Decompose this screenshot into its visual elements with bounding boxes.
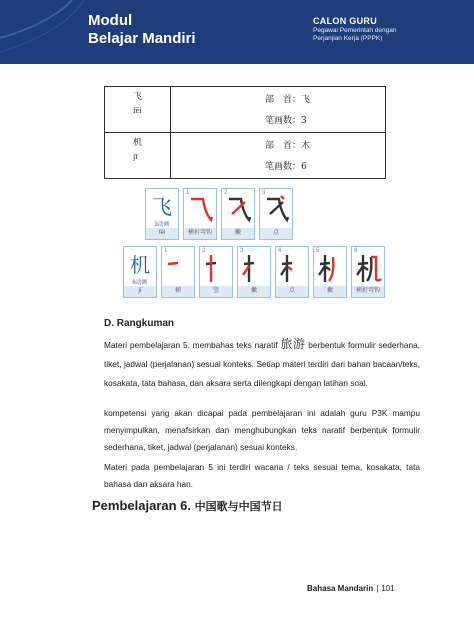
- dict-row: [105, 87, 386, 133]
- stroke-step-tile: [237, 246, 271, 298]
- stroke-step-label: 撇: [314, 286, 346, 297]
- stroke-step-label: 撇: [222, 228, 254, 239]
- stroke-step-number: 6: [354, 248, 358, 254]
- page-footer: [307, 584, 395, 593]
- stroke-summary-char: 机: [130, 253, 150, 277]
- org-subtitle-2: Perjanjian Kerja (PPPK): [313, 35, 383, 42]
- stroke-summary-pinyin: jī: [124, 286, 156, 297]
- stroke-step-label: 点: [260, 228, 292, 239]
- stroke-step-number: 5: [316, 248, 320, 254]
- org-subtitle-1: Pegawai Pemerintah dengan: [313, 27, 397, 34]
- stroke-step-glyph: [353, 248, 383, 286]
- stroke-step-label: 点: [276, 286, 308, 297]
- page-header: [0, 0, 474, 64]
- stroke-summary-tile[interactable]: [123, 246, 157, 298]
- page-number: 101: [381, 584, 395, 593]
- dict-hanzi: 机: [133, 138, 143, 148]
- next-lesson-heading: Pembelajaran 6. 中国歌与中国节日: [92, 498, 283, 513]
- stroke-step-number: 4: [278, 248, 282, 254]
- section-heading: D. Rangkuman: [104, 318, 175, 329]
- dict-radical: 部 首：飞: [265, 95, 311, 105]
- stroke-summary-count: 3动画: [154, 222, 170, 228]
- dict-info-cell: [171, 87, 386, 133]
- stroke-step-number: 3: [240, 248, 244, 254]
- org-title: CALON GURU: [313, 16, 377, 26]
- inline-hanzi: 旅游: [280, 337, 306, 351]
- header-swoosh-decoration: [0, 0, 474, 64]
- stroke-step-label: 横折弯钩: [184, 228, 216, 239]
- dict-row: [105, 133, 386, 179]
- module-title: [88, 12, 196, 48]
- dict-hanzi: 飞: [133, 92, 143, 102]
- stroke-step-tile: [161, 246, 195, 298]
- stroke-step-label: 横折弯钩: [352, 286, 384, 297]
- stroke-step-glyph: [223, 190, 253, 228]
- dict-hanzi-cell: [105, 133, 171, 179]
- stroke-step-number: 3: [262, 190, 266, 196]
- stroke-step-tile: [183, 188, 217, 240]
- stroke-step-tile: [221, 188, 255, 240]
- dict-info-cell: [171, 133, 386, 179]
- stroke-step-label: 竖: [200, 286, 232, 297]
- summary-paragraph-2: kompetensi yang akan dicapai pada pembelajaran ini adalah guru P3K mampu menyimpulkan, menafsirkan dan menghubungkan teks naratif berbentuk formulir sederhana, tiket, jadwal (perjalanan) sesuai konteks.: [104, 408, 420, 452]
- stroke-step-glyph: [163, 248, 193, 286]
- footer-separator: |: [376, 584, 379, 593]
- dict-hanzi-cell: [105, 87, 171, 133]
- stroke-step-glyph: [201, 248, 231, 286]
- stroke-step-tile: [313, 246, 347, 298]
- stroke-summary-count: 6动画: [132, 280, 148, 286]
- dict-pinyin: fēi: [133, 106, 142, 115]
- stroke-step-number: 2: [202, 248, 206, 254]
- dict-stroke-count: 笔画数：6: [265, 162, 307, 172]
- next-lesson-hanzi: 中国歌与中国节日: [194, 500, 283, 513]
- stroke-step-glyph: [277, 248, 307, 286]
- stroke-step-label: 横: [162, 286, 194, 297]
- org-block: [313, 16, 396, 43]
- stroke-step-glyph: [261, 190, 291, 228]
- dictionary-table: [104, 86, 386, 179]
- stroke-step-number: 1: [186, 190, 190, 196]
- stroke-step-glyph: [239, 248, 269, 286]
- stroke-step-tile: [199, 246, 233, 298]
- dict-pinyin: jī: [133, 152, 138, 161]
- summary-paragraph-1: Materi pembelajaran 5. membahas teks naratif 旅游 berbentuk formulir sederhana, tiket, jadwal (perjalanan) sesuai konteks. Setiap materi terdiri dari bahan bacaan/teks, kosakata, tata bahasa, dan aksara serta dilengkapi dengan latihan soal.: [104, 337, 420, 388]
- stroke-step-glyph: [315, 248, 345, 286]
- module-title-line1: Modul: [88, 12, 133, 29]
- stroke-summary-tile[interactable]: [145, 188, 179, 240]
- summary-paragraph-3: Materi pada pembelajaran 5 ini terdiri wacana / teks sesuai tema, kosakata, tata bahasa dan aksara han.: [104, 462, 420, 489]
- stroke-summary-char: 飞: [152, 195, 172, 219]
- module-title-line2: Belajar Mandiri: [88, 30, 196, 47]
- footer-book-title: Bahasa Mandarin: [307, 584, 374, 593]
- dict-radical: 部 首：木: [265, 141, 311, 151]
- stroke-step-number: 1: [164, 248, 168, 254]
- stroke-step-number: 2: [224, 190, 228, 196]
- stroke-step-tile: [259, 188, 293, 240]
- stroke-step-tile: [351, 246, 385, 298]
- stroke-step-glyph: [185, 190, 215, 228]
- stroke-summary-pinyin: fēi: [146, 228, 178, 239]
- stroke-step-tile: [275, 246, 309, 298]
- dict-stroke-count: 笔画数：3: [265, 116, 307, 126]
- stroke-step-label: 撇: [238, 286, 270, 297]
